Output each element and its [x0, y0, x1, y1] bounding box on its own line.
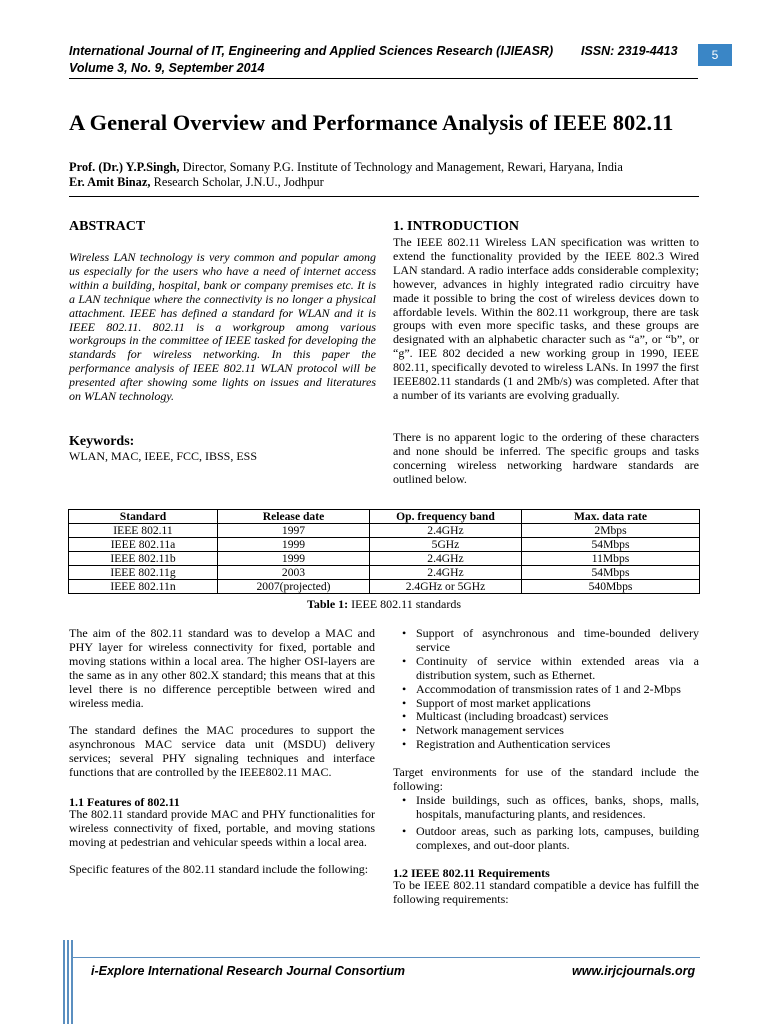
journal-name: International Journal of IT, Engineering and Applied Sciences Research (IJIEASR) [69, 44, 554, 58]
table-cell: 2003 [218, 566, 370, 580]
list-item: • Outdoor areas, such as parking lots, campuses, building complexes, and out-door plants. [402, 823, 699, 852]
features-list [392, 627, 699, 752]
volume-info: Volume 3, No. 9, September 2014 [69, 61, 265, 75]
table-header-row [69, 510, 700, 524]
bullet-icon: • [402, 626, 407, 640]
abstract-heading: ABSTRACT [69, 219, 146, 234]
table-cell: IEEE 802.11g [69, 566, 218, 580]
table-cell: 2.4GHz [370, 566, 522, 580]
table-row [69, 566, 700, 580]
table-cell: 2.4GHz [370, 552, 522, 566]
introduction-heading: 1. INTRODUCTION [393, 219, 520, 234]
author-1-name: Prof. (Dr.) Y.P.Singh, [69, 160, 180, 174]
author-2 [69, 175, 623, 190]
table-cell: 5GHz [370, 538, 522, 552]
table-cell: 1999 [218, 552, 370, 566]
table-cell: 2.4GHz [370, 524, 522, 538]
standards-table [68, 509, 700, 594]
requirements-text: To be IEEE 802.11 standard compatible a device has fulfill the following requirements: [393, 878, 699, 906]
footer-decoration-bar [71, 940, 73, 1024]
table-cell: 2Mbps [522, 524, 700, 538]
table-header-cell: Release date [218, 510, 370, 524]
introduction-paragraph-2: There is no apparent logic to the ordering of these characters and none should be inferred. The specific groups and tasks concerning wireless networking hardware standards are outlined below. [393, 430, 699, 486]
paper-title: A General Overview and Performance Analysis of IEEE 802.11 [69, 110, 674, 135]
bullet-icon: • [402, 823, 407, 838]
list-item: • Continuity of service within extended areas via a distribution system, such as Ethernet. [402, 653, 699, 682]
author-2-affiliation: Research Scholar, J.N.U., Jodhpur [150, 175, 324, 189]
table-row [69, 580, 700, 594]
author-list [69, 160, 623, 190]
abstract-text: Wireless LAN technology is very common and popular among us especially for the users who have a need of internet access within a building, hospital, bank or company premises etc. It is a LAN technique where the connectivity is no longer a physical attachment. IEEE has defined a standard for WLAN and it is IEEE 802.11. 802.11 is a workgroup among various workgroups in the committee of IEEE tasked for developing the standards for wireless networking. In this paper the performance analysis of IEEE 802.11 WLAN protocol will be presented after showing some lights on issues and literatures on WLAN technology. [69, 250, 376, 404]
author-1 [69, 160, 623, 175]
bullet-icon: • [402, 695, 407, 710]
list-item: • Registration and Authentication services [402, 737, 611, 752]
requirements-heading: 1.2 IEEE 802.11 Requirements [393, 866, 550, 880]
table-cell: 1997 [218, 524, 370, 538]
list-item: • Support of asynchronous and time-bounded delivery service [402, 626, 699, 654]
table-caption [0, 597, 768, 612]
table-cell: 54Mbps [522, 566, 700, 580]
features-intro: Specific features of the 802.11 standard include the following: [69, 862, 369, 876]
bullet-icon: • [402, 653, 407, 668]
bullet-icon: • [402, 709, 407, 724]
keywords-text: WLAN, MAC, IEEE, FCC, IBSS, ESS [69, 449, 258, 463]
bullet-icon: • [402, 723, 407, 738]
bullet-icon: • [402, 793, 407, 807]
table-row [69, 524, 700, 538]
footer-decoration-bar [67, 940, 69, 1024]
table-row [69, 552, 700, 566]
introduction-paragraph-1: The IEEE 802.11 Wireless LAN specification was written to extend the functionality provided by the IEEE 802.3 Wired LAN standard. A radio interface adds considerable complexity; however, advances in highly integrated radio circuitry have made it possible to bring the cost of wireless devices down to affordable levels. Within the 802.11 workgroup, there are task groups with even more specific tasks, and these groups are designated with an alphabetic character such as “a”, or “b”, or “g”. IEE 802 decided a new working group in 1990, IEEE 802.11, specifically devoted to wireless LANs. In 1997 the first IEEE802.11 standards (1 and 2Mb/s) was completed. After that a number of its variants are evolving gradually. [393, 235, 699, 402]
list-item: • Network management services [402, 723, 564, 738]
body-paragraph-2: The standard defines the MAC procedures to support the asynchronous MAC service data unit (MSDU) delivery services; several PHY signaling techniques and interface functions that are controlled by the IEEE802.11 MAC. [69, 723, 375, 779]
footer-website: www.irjcjournals.org [572, 964, 696, 978]
bullet-icon: • [402, 681, 407, 696]
table-cell: IEEE 802.11n [69, 580, 218, 594]
list-item: • Multicast (including broadcast) services [402, 709, 609, 724]
list-item: • Accommodation of transmission rates of 1 and 2-Mbps [402, 681, 681, 696]
header-rule [69, 78, 698, 79]
table-caption-text: IEEE 802.11 standards [348, 597, 462, 611]
targets-list [392, 794, 699, 853]
table-header-cell: Op. frequency band [370, 510, 522, 524]
keywords-heading: Keywords: [69, 434, 135, 449]
table-caption-label: Table 1: [306, 597, 349, 611]
body-paragraph-1: The aim of the 802.11 standard was to develop a MAC and PHY layer for wireless connectivity for fixed, portable and moving stations within a local area. The higher OSI-layers are the same as in any other 802.X standard; this means that at this level there is no difference perceptible between wired and wireless media. [69, 626, 375, 710]
bullet-icon: • [402, 737, 407, 752]
features-paragraph: The 802.11 standard provide MAC and PHY functionalities for wireless connectivity of fixed, portable, and moving stations moving at pedestrian and vehicular speeds within a local area. [69, 807, 375, 849]
target-intro: Target environments for use of the standard include the following: [393, 765, 699, 793]
author-1-affiliation: Director, Somany P.G. Institute of Technology and Management, Rewari, Haryana, India [179, 160, 623, 174]
table-cell: 540Mbps [522, 580, 700, 594]
table-cell: IEEE 802.11b [69, 552, 218, 566]
table-header-cell: Max. data rate [522, 510, 700, 524]
footer-rule [72, 957, 700, 958]
table-header-cell: Standard [69, 510, 218, 524]
list-item: • Support of most market applications [402, 695, 591, 710]
footer-consortium: i-Explore International Research Journal Consortium [91, 964, 405, 978]
author-2-name: Er. Amit Binaz, [69, 175, 151, 189]
table-row [69, 538, 700, 552]
features-heading: 1.1 Features of 802.11 [69, 795, 180, 809]
table-cell: 54Mbps [522, 538, 700, 552]
table-cell: 2.4GHz or 5GHz [370, 580, 522, 594]
table-cell: 2007(projected) [218, 580, 370, 594]
list-item: • Inside buildings, such as offices, banks, shops, malls, hospitals, manufacturing plants, and residences. [402, 793, 699, 821]
table-cell: 11Mbps [522, 552, 700, 566]
authors-rule [69, 196, 699, 197]
issn: ISSN: 2319-4413 [581, 44, 678, 58]
footer-decoration-bar [63, 940, 65, 1024]
page-number-badge: 5 [698, 44, 732, 66]
table-cell: IEEE 802.11 [69, 524, 218, 538]
table-cell: 1999 [218, 538, 370, 552]
table-cell: IEEE 802.11a [69, 538, 218, 552]
